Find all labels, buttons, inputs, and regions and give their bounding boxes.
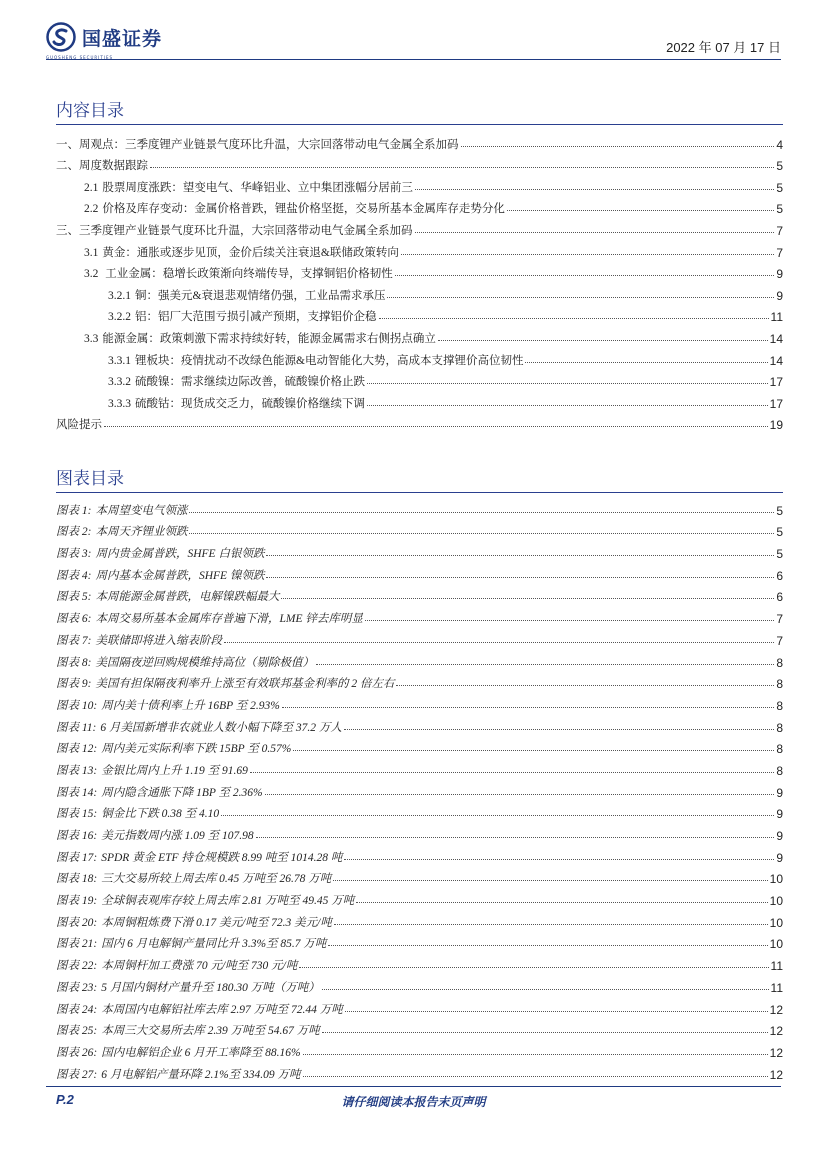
figure-entry[interactable] bbox=[56, 1017, 783, 1039]
figure-entry[interactable] bbox=[56, 539, 783, 561]
figure-entry-text: 美国有担保隔夜利率升上涨至有效联邦基金利率的 2 倍左右 bbox=[95, 678, 395, 691]
toc-entry-page: 5 bbox=[776, 180, 783, 195]
figure-entry[interactable] bbox=[56, 626, 783, 648]
figure-entry-text: 本周三大交易所去库 2.39 万吨至 54.67 万吨 bbox=[101, 1025, 320, 1038]
toc-entry-number: 3.2.1 bbox=[108, 289, 131, 302]
figure-entry-text: 国内 6 月电解铜产量同比升 3.3%至 85.7 万吨 bbox=[101, 938, 327, 951]
figure-entry-number: 图表 21: bbox=[56, 938, 98, 951]
toc-entry-page: 11 bbox=[770, 310, 783, 325]
figure-entry-text: 本周铜粗炼费下滑 0.17 美元/吨至 72.3 美元/吨 bbox=[101, 916, 332, 929]
toc-entry-text: 二、周度数据跟踪 bbox=[56, 160, 148, 173]
figure-entry-number: 图表 16: bbox=[56, 830, 98, 842]
dot-leader bbox=[224, 642, 774, 643]
figure-entry[interactable] bbox=[56, 995, 783, 1017]
dot-leader bbox=[367, 383, 768, 384]
figure-entry-text: 金银比周内上升 1.19 至 91.69 bbox=[101, 764, 248, 777]
page-header bbox=[46, 22, 781, 58]
report-date: 2022 年 07 月 17 日 bbox=[666, 40, 781, 55]
figure-entry-number: 图表 8: bbox=[56, 656, 92, 669]
figures-title: 图表目录 bbox=[56, 469, 124, 489]
toc-entry[interactable] bbox=[56, 368, 783, 390]
toc-entry[interactable] bbox=[56, 130, 783, 152]
figures-title-divider bbox=[56, 492, 783, 493]
dot-leader bbox=[334, 924, 768, 925]
list-of-figures bbox=[56, 496, 783, 1082]
dot-leader bbox=[345, 1011, 768, 1012]
dot-leader bbox=[438, 340, 768, 341]
toc-entry-label bbox=[108, 308, 377, 324]
figure-entry-label bbox=[56, 523, 187, 539]
figure-entry-text: 周内贵金属普跌，SHFE 白银领跌 bbox=[95, 548, 265, 561]
figure-entry-label bbox=[56, 632, 222, 648]
dot-leader bbox=[282, 707, 774, 708]
figure-entry[interactable] bbox=[56, 756, 783, 778]
figure-entry-label bbox=[56, 1022, 320, 1038]
toc-entry-text: 能源金属：政策刺激下需求持续好转，能源金属需求右侧拐点确立 bbox=[102, 332, 436, 345]
figure-entry-number: 图表 23: bbox=[56, 981, 98, 994]
toc-entry[interactable] bbox=[56, 173, 783, 195]
figure-entry-page: 12 bbox=[769, 1002, 783, 1017]
figure-entry-number: 图表 2: bbox=[56, 526, 92, 539]
dot-leader bbox=[293, 750, 774, 751]
figure-entry-page: 8 bbox=[776, 677, 783, 692]
figure-entry[interactable] bbox=[56, 886, 783, 908]
figure-entry-number: 图表 6: bbox=[56, 613, 92, 626]
dot-leader bbox=[266, 577, 774, 578]
figure-entry-page: 5 bbox=[776, 525, 783, 540]
toc-entry-label bbox=[56, 136, 459, 152]
figure-entry[interactable] bbox=[56, 583, 783, 605]
dot-leader bbox=[344, 859, 774, 860]
figure-entry-page: 9 bbox=[776, 785, 783, 800]
figure-entry-text: 美元指数周内涨 1.09 至 107.98 bbox=[101, 830, 254, 842]
figure-entry-label bbox=[56, 697, 280, 713]
toc-entry-page: 5 bbox=[776, 159, 783, 174]
brand-logo-icon bbox=[46, 22, 76, 52]
toc-entry-number: 3.2.2 bbox=[108, 311, 131, 324]
figure-entry-number: 图表 13: bbox=[56, 764, 98, 777]
figure-entry[interactable] bbox=[56, 713, 783, 735]
figure-entry-page: 10 bbox=[769, 894, 783, 909]
figure-entry-page: 8 bbox=[776, 720, 783, 735]
dot-leader bbox=[281, 598, 774, 599]
figure-entry-text: 5 月国内铜材产量升至 180.30 万吨（万吨） bbox=[101, 981, 320, 994]
toc-entry-text: 铜：强美元&衰退悲观情绪仍强，工业品需求承压 bbox=[135, 289, 386, 302]
toc-entry-text: 一、周观点：三季度锂产业链景气度环比升温，大宗回落带动电气金属全系加码 bbox=[56, 138, 459, 151]
figure-entry-number: 图表 24: bbox=[56, 1003, 98, 1016]
figure-entry-label bbox=[56, 957, 297, 973]
figure-entry-number: 图表 14: bbox=[56, 786, 98, 799]
dot-leader bbox=[507, 210, 774, 211]
figure-entry-label bbox=[56, 914, 332, 930]
figure-entry-number: 图表 27: bbox=[56, 1068, 98, 1081]
figure-entry[interactable] bbox=[56, 735, 783, 757]
dot-leader bbox=[316, 664, 774, 665]
toc-entry-label bbox=[108, 373, 365, 389]
dot-leader bbox=[322, 989, 769, 990]
figure-entry-text: 本周交易所基本金属库存普遍下滑，LME 锌去库明显 bbox=[95, 613, 363, 626]
toc-entry-text: 铝：铝厂大范围亏损引减产预期，支撑铝价企稳 bbox=[135, 311, 377, 324]
toc-entry-page: 9 bbox=[776, 288, 783, 303]
figure-entry-label bbox=[56, 935, 326, 951]
figure-entry-label bbox=[56, 805, 219, 821]
figure-entry-text: 周内美十债利率上升 16BP 至 2.93% bbox=[101, 699, 280, 712]
toc-entry-label bbox=[84, 330, 436, 346]
toc-entry-label bbox=[56, 157, 148, 173]
figure-entry-label bbox=[56, 588, 279, 604]
dot-leader bbox=[365, 620, 774, 621]
figure-entry-text: 6 月电解铝产量环降 2.1%至 334.09 万吨 bbox=[101, 1068, 301, 1081]
toc-entry-label bbox=[108, 287, 385, 303]
dot-leader bbox=[415, 189, 774, 190]
toc-entry-label bbox=[84, 244, 399, 260]
figure-entry-text: SPDR 黄金 ETF 持仓规模跌 8.99 吨至 1014.28 吨 bbox=[101, 851, 343, 864]
figure-entry[interactable] bbox=[56, 930, 783, 952]
figure-entry-label bbox=[56, 654, 314, 670]
toc-entry-label bbox=[84, 200, 505, 216]
figure-entry-label bbox=[56, 849, 342, 865]
dot-leader bbox=[415, 232, 775, 233]
figure-entry-number: 图表 12: bbox=[56, 743, 98, 756]
dot-leader bbox=[395, 275, 775, 276]
toc-entry-number: 3.3.1 bbox=[108, 354, 131, 367]
toc-entry[interactable] bbox=[56, 303, 783, 325]
figure-entry-number: 图表 20: bbox=[56, 916, 98, 929]
toc-entry-label bbox=[108, 395, 365, 411]
figure-entry[interactable] bbox=[56, 1060, 783, 1082]
figure-entry-label bbox=[56, 567, 264, 583]
figure-entry-page: 9 bbox=[776, 850, 783, 865]
toc-entry-number: 3.3.3 bbox=[108, 397, 131, 410]
figure-entry-page: 6 bbox=[776, 568, 783, 583]
dot-leader bbox=[333, 880, 767, 881]
toc-entry-label bbox=[56, 222, 413, 238]
figure-entry-page: 8 bbox=[776, 655, 783, 670]
figure-entry-label bbox=[56, 740, 291, 756]
figure-entry-text: 本周天齐锂业领跌 bbox=[95, 526, 188, 539]
dot-leader bbox=[256, 837, 775, 838]
toc-entry-text: 黄金：通胀或逐步见顶，金价后续关注衰退&联储政策转向 bbox=[102, 246, 399, 259]
figure-entry-page: 11 bbox=[770, 980, 783, 995]
figure-entry-page: 10 bbox=[769, 937, 783, 952]
figure-entry-number: 图表 3: bbox=[56, 548, 92, 561]
toc-entry[interactable] bbox=[56, 346, 783, 368]
dot-leader bbox=[344, 729, 774, 730]
toc-entry[interactable] bbox=[56, 281, 783, 303]
figure-entry[interactable] bbox=[56, 648, 783, 670]
dot-leader bbox=[303, 1076, 768, 1077]
toc-entry-page: 9 bbox=[776, 267, 783, 282]
dot-leader bbox=[265, 794, 775, 795]
toc-entry-page: 19 bbox=[769, 418, 783, 433]
figure-entry-label bbox=[56, 719, 342, 735]
figure-entry-label bbox=[56, 545, 264, 561]
figure-entry[interactable] bbox=[56, 1038, 783, 1060]
figure-entry-number: 图表 22: bbox=[56, 960, 98, 973]
figure-entry-page: 10 bbox=[769, 872, 783, 887]
figure-entry-label bbox=[56, 1066, 301, 1082]
figure-entry-label bbox=[56, 502, 187, 518]
figure-entry-label bbox=[56, 1001, 343, 1017]
dot-leader bbox=[250, 772, 774, 773]
figure-entry-page: 10 bbox=[769, 915, 783, 930]
toc-entry-text: 价格及库存变动：金属价格普跌，锂盐价格坚挺，交易所基本金属库存走势分化 bbox=[102, 203, 505, 216]
figure-entry-text: 铜金比下跌 0.38 至 4.10 bbox=[101, 808, 220, 821]
figure-entry-label bbox=[56, 762, 248, 778]
toc-entry-number: 3.3 bbox=[84, 332, 99, 345]
dot-leader bbox=[387, 297, 774, 298]
toc-entry[interactable] bbox=[56, 216, 783, 238]
header-divider bbox=[46, 59, 781, 60]
figure-entry-text: 本周国内电解铝社库去库 2.97 万吨至 72.44 万吨 bbox=[101, 1003, 343, 1016]
toc-entry-text: 硫酸镍：需求继续边际改善，硫酸镍价格止跌 bbox=[135, 376, 365, 389]
figure-entry[interactable] bbox=[56, 973, 783, 995]
toc-entry-page: 7 bbox=[776, 223, 783, 238]
figure-entry-text: 本周能源金属普跌，电解镍跌幅最大 bbox=[95, 591, 280, 604]
figure-entry-number: 图表 4: bbox=[56, 569, 92, 582]
dot-leader bbox=[379, 318, 769, 319]
toc-entry[interactable] bbox=[56, 411, 783, 433]
dot-leader bbox=[189, 512, 774, 513]
toc-entry-text: 锂板块：疫情扰动不改绿色能源&电动智能化大势，高成本支撑锂价高位韧性 bbox=[135, 354, 524, 367]
figure-entry-number: 图表 15: bbox=[56, 808, 98, 821]
dot-leader bbox=[322, 1032, 768, 1033]
toc-entry[interactable] bbox=[56, 389, 783, 411]
figure-entry-text: 三大交易所较上周去库 0.45 万吨至 26.78 万吨 bbox=[101, 873, 332, 886]
dot-leader bbox=[104, 426, 768, 427]
brand-name: 国盛证券 bbox=[82, 27, 163, 50]
figure-entry[interactable] bbox=[56, 496, 783, 518]
figure-entry-label bbox=[56, 784, 263, 800]
toc-entry-page: 5 bbox=[776, 202, 783, 217]
figure-entry-label bbox=[56, 892, 354, 908]
figure-entry-page: 8 bbox=[776, 763, 783, 778]
toc-entry[interactable] bbox=[56, 324, 783, 346]
figure-entry-number: 图表 9: bbox=[56, 678, 92, 691]
toc-entry-page: 4 bbox=[776, 137, 783, 152]
footer-disclaimer: 请仔细阅读本报告末页声明 bbox=[341, 1095, 486, 1109]
dot-leader bbox=[221, 815, 774, 816]
toc-entry-number: 3.3.2 bbox=[108, 376, 131, 389]
figure-entry-label bbox=[56, 870, 331, 886]
figure-entry-text: 周内基本金属普跌，SHFE 镍领跌 bbox=[95, 569, 265, 582]
figure-entry-page: 7 bbox=[776, 633, 783, 648]
figure-entry-number: 图表 1: bbox=[56, 504, 92, 517]
figure-entry-page: 5 bbox=[776, 547, 783, 562]
toc-entry-number: 3.1 bbox=[84, 246, 99, 259]
toc-entry-number: 2.2 bbox=[84, 203, 99, 216]
dot-leader bbox=[525, 362, 767, 363]
toc-entry[interactable] bbox=[56, 152, 783, 174]
toc-entry[interactable] bbox=[56, 195, 783, 217]
figure-entry-page: 9 bbox=[776, 807, 783, 822]
figure-entry-number: 图表 17: bbox=[56, 851, 98, 864]
figure-entry-page: 5 bbox=[776, 503, 783, 518]
figure-entry-label bbox=[56, 610, 363, 626]
figure-entry[interactable] bbox=[56, 561, 783, 583]
figure-entry-page: 11 bbox=[770, 959, 783, 974]
figure-entry-text: 国内电解铝企业 6 月开工率降至 88.16% bbox=[101, 1046, 301, 1059]
figure-entry-page: 6 bbox=[776, 590, 783, 605]
figure-entry-number: 图表 19: bbox=[56, 895, 98, 908]
dot-leader bbox=[328, 945, 767, 946]
figure-entry-text: 周内美元实际利率下跌 15BP 至 0.57% bbox=[101, 743, 292, 756]
figure-entry-text: 美国隔夜逆回购规模维持高位（剔除极值） bbox=[95, 656, 314, 669]
figure-entry-number: 图表 10: bbox=[56, 699, 98, 712]
toc-entry-label bbox=[84, 179, 413, 195]
toc-entry-page: 14 bbox=[769, 353, 783, 368]
figure-entry-label bbox=[56, 827, 254, 843]
figure-entry-text: 6 月美国新增非农就业人数小幅下降至 37.2 万人 bbox=[100, 721, 342, 734]
figure-entry-text: 全球铜表观库存较上周去库 2.81 万吨至 49.45 万吨 bbox=[101, 895, 355, 908]
figure-entry-text: 周内隐含通胀下降 1BP 至 2.36% bbox=[101, 786, 263, 799]
figure-entry-label bbox=[56, 979, 320, 995]
figure-entry-number: 图表 18: bbox=[56, 873, 98, 886]
toc-entry-page: 7 bbox=[776, 245, 783, 260]
toc-entry-text: 股票周度涨跌：望变电气、华峰铝业、立中集团涨幅分居前三 bbox=[102, 181, 413, 194]
dot-leader bbox=[461, 146, 775, 147]
toc-title-divider bbox=[56, 124, 783, 125]
toc-entry-page: 17 bbox=[769, 375, 783, 390]
toc-entry-label bbox=[84, 265, 393, 281]
toc-entry-text: 硫酸钴：现货成交乏力，硫酸镍价格继续下调 bbox=[135, 397, 365, 410]
figure-entry-page: 12 bbox=[769, 1045, 783, 1060]
dot-leader bbox=[396, 685, 774, 686]
figure-entry-number: 图表 11: bbox=[56, 721, 97, 734]
page-number: P.2 bbox=[56, 1092, 74, 1107]
table-of-contents bbox=[56, 130, 783, 432]
toc-entry-label bbox=[56, 416, 102, 432]
toc-entry-page: 14 bbox=[769, 331, 783, 346]
toc-entry-text: 三、三季度锂产业链景气度环比升温，大宗回落带动电气金属全系加码 bbox=[56, 224, 413, 237]
dot-leader bbox=[266, 555, 774, 556]
dot-leader bbox=[401, 254, 774, 255]
dot-leader bbox=[303, 1054, 768, 1055]
figure-entry[interactable] bbox=[56, 518, 783, 540]
figure-entry-number: 图表 25: bbox=[56, 1025, 98, 1038]
figure-entry-page: 7 bbox=[776, 612, 783, 627]
figure-entry[interactable] bbox=[56, 908, 783, 930]
figure-entry[interactable] bbox=[56, 800, 783, 822]
figure-entry[interactable] bbox=[56, 843, 783, 865]
figure-entry-page: 9 bbox=[776, 829, 783, 843]
figure-entry-label bbox=[56, 1044, 301, 1060]
brand-logo bbox=[46, 22, 162, 52]
figure-entry-text: 本周望变电气领涨 bbox=[95, 504, 188, 517]
toc-entry-page: 17 bbox=[769, 396, 783, 411]
dot-leader bbox=[189, 533, 774, 534]
figure-entry-number: 图表 5: bbox=[56, 591, 92, 604]
figure-entry[interactable] bbox=[56, 604, 783, 626]
toc-entry-label bbox=[108, 352, 523, 368]
figure-entry-label bbox=[56, 675, 394, 691]
figure-entry[interactable] bbox=[56, 865, 783, 887]
dot-leader bbox=[367, 405, 768, 406]
figure-entry-page: 8 bbox=[776, 698, 783, 713]
brand-subtitle: GUOSHENG SECURITIES bbox=[46, 55, 114, 60]
figure-entry-number: 图表 7: bbox=[56, 634, 92, 647]
dot-leader bbox=[150, 167, 774, 168]
figure-entry-number: 图表 26: bbox=[56, 1046, 98, 1059]
footer-divider bbox=[46, 1086, 781, 1087]
dot-leader bbox=[356, 902, 767, 903]
figure-entry-page: 12 bbox=[769, 1067, 783, 1082]
figure-entry[interactable] bbox=[56, 691, 783, 713]
figure-entry[interactable] bbox=[56, 821, 783, 843]
figure-entry[interactable] bbox=[56, 778, 783, 800]
dot-leader bbox=[299, 967, 768, 968]
figure-entry[interactable] bbox=[56, 951, 783, 973]
figure-entry-text: 美联储即将进入缩表阶段 bbox=[95, 634, 222, 647]
toc-entry-number: 3.2 bbox=[84, 268, 99, 281]
toc-title: 内容目录 bbox=[56, 101, 124, 121]
figure-entry-page: 8 bbox=[776, 742, 783, 757]
figure-entry[interactable] bbox=[56, 670, 783, 692]
toc-entry-number: 2.1 bbox=[84, 181, 99, 194]
toc-entry[interactable] bbox=[56, 238, 783, 260]
toc-entry-text: 风险提示 bbox=[56, 419, 102, 432]
toc-entry-text: 工业金属：稳增长政策渐向终端传导，支撑铜铝价格韧性 bbox=[102, 268, 393, 281]
figure-entry-text: 本周铜杆加工费涨 70 元/吨至 730 元/吨 bbox=[101, 960, 298, 973]
toc-entry[interactable] bbox=[56, 260, 783, 282]
figure-entry-page: 12 bbox=[769, 1024, 783, 1039]
